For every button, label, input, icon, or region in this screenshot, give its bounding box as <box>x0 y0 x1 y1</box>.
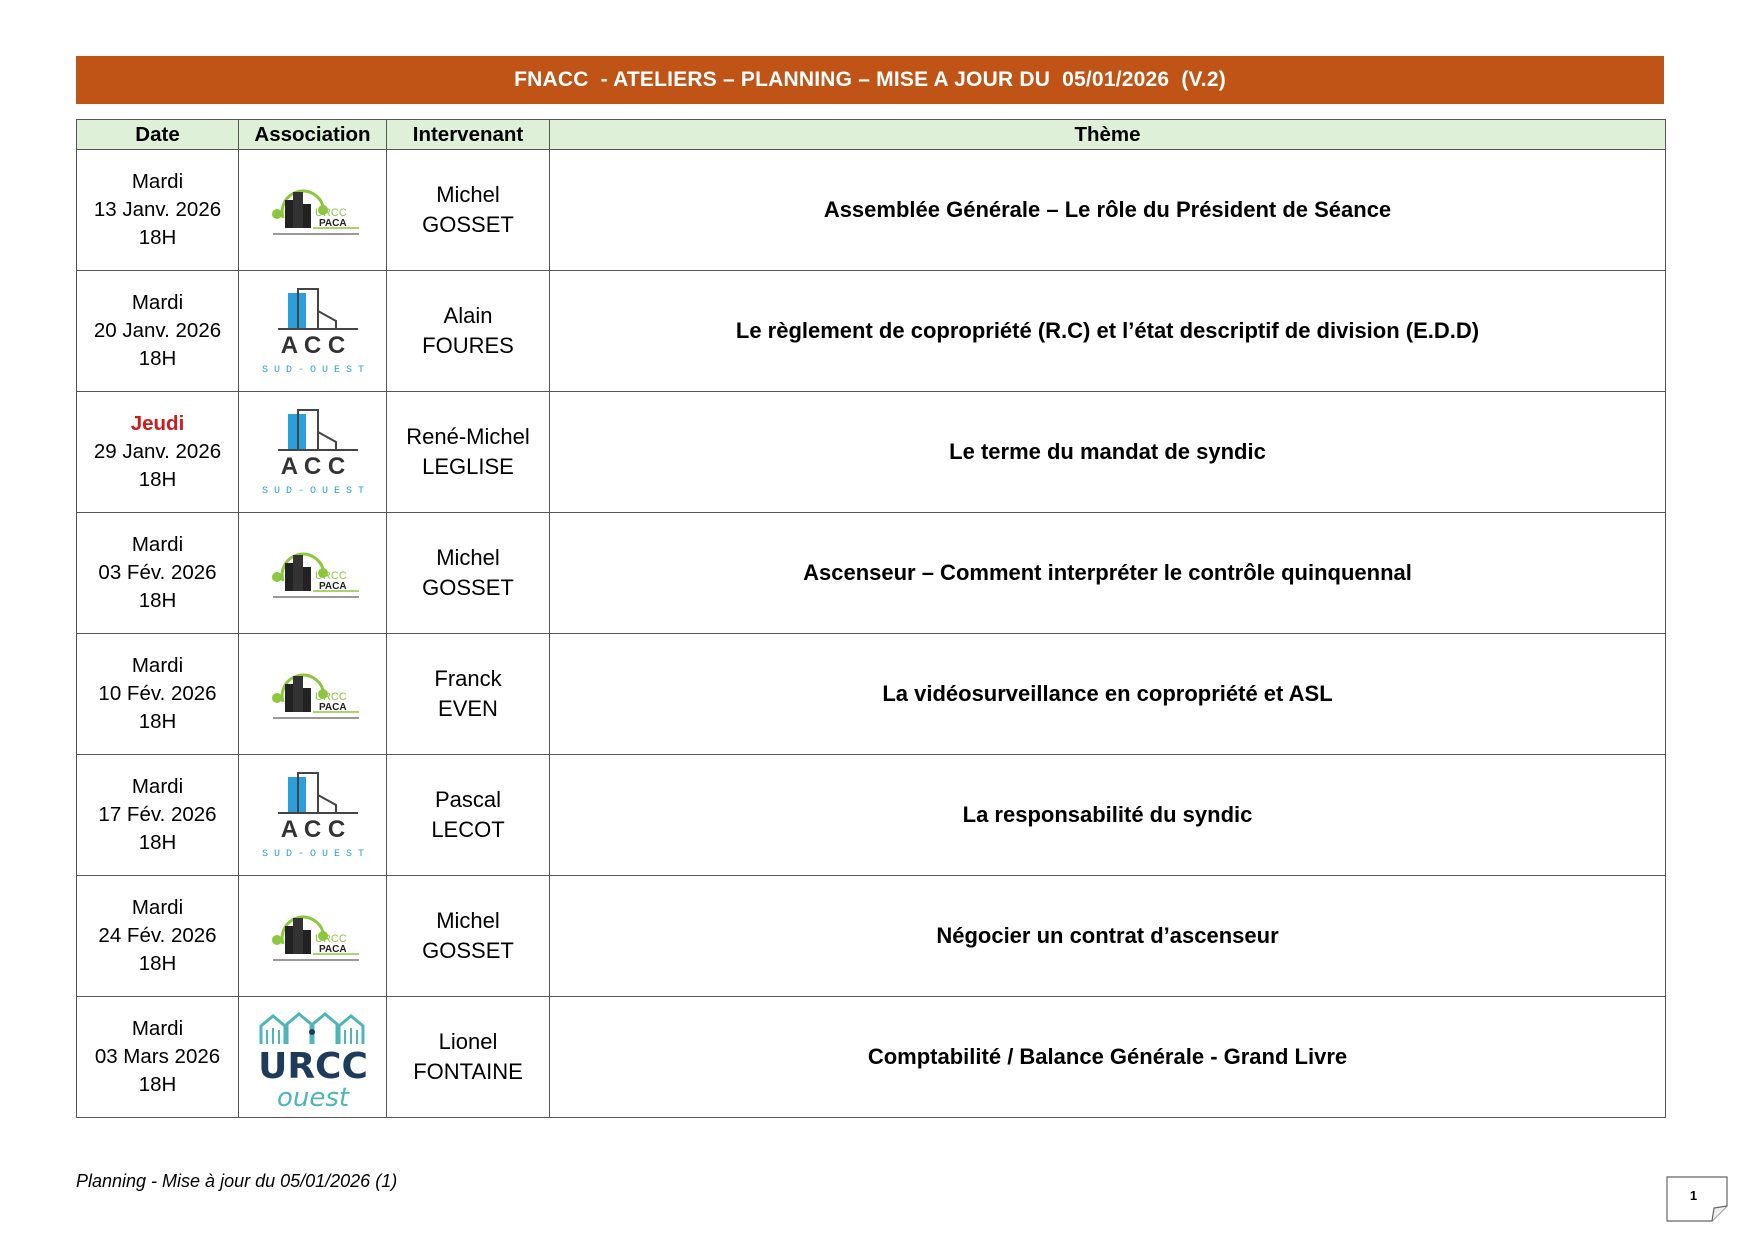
day-label: Mardi <box>131 533 184 556</box>
speaker-cell <box>387 392 550 513</box>
association-cell <box>239 150 387 271</box>
speaker-cell <box>387 876 550 997</box>
col-header-theme: Thème <box>550 120 1666 150</box>
association-cell <box>239 513 387 634</box>
urcc-paca-logo <box>239 150 386 270</box>
table-row <box>77 271 1666 392</box>
theme-cell: Comptabilité / Balance Générale - Grand Livre <box>550 997 1666 1118</box>
speaker-last-name: LECOT <box>431 817 505 842</box>
speaker-last-name: FONTAINE <box>413 1059 523 1084</box>
day-label: Mardi <box>131 291 184 314</box>
date-cell <box>77 876 239 997</box>
time-label: 18H <box>138 347 177 370</box>
day-label: Mardi <box>131 775 184 798</box>
speaker-first-name: Franck <box>434 666 502 691</box>
svg-text:A C C: A C C <box>280 332 345 359</box>
time-label: 18H <box>138 468 177 491</box>
date-cell <box>77 755 239 876</box>
date-label: 10 Fév. 2026 <box>98 682 217 705</box>
time-label: 18H <box>138 589 177 612</box>
time-label: 18H <box>138 831 177 854</box>
association-cell <box>239 997 387 1118</box>
date-label: 24 Fév. 2026 <box>98 924 217 947</box>
document-title: FNACC - ATELIERS – PLANNING – MISE A JOUR DU 05/01/2026 (V.2) <box>76 56 1664 104</box>
date-label: 03 Mars 2026 <box>94 1045 221 1068</box>
speaker-last-name: LEGLISE <box>422 454 514 479</box>
day-label: Jeudi <box>130 412 185 435</box>
date-cell <box>77 513 239 634</box>
urcc-paca-logo <box>239 513 386 633</box>
table-row <box>77 876 1666 997</box>
speaker-first-name: Michel <box>436 545 500 570</box>
theme-cell: Négocier un contrat d’ascenseur <box>550 876 1666 997</box>
speaker-last-name: GOSSET <box>422 212 514 237</box>
speaker-cell <box>387 150 550 271</box>
acc-sud-ouest-logo <box>239 271 386 391</box>
svg-text:A C C: A C C <box>280 453 345 480</box>
table-row <box>77 997 1666 1118</box>
svg-text:URCC: URCC <box>314 570 347 582</box>
day-label: Mardi <box>131 1017 184 1040</box>
table-row <box>77 513 1666 634</box>
speaker-cell <box>387 271 550 392</box>
table-row <box>77 392 1666 513</box>
date-cell <box>77 150 239 271</box>
day-label: Mardi <box>131 896 184 919</box>
speaker-first-name: Michel <box>436 182 500 207</box>
association-cell <box>239 755 387 876</box>
col-header-intervenant: Intervenant <box>387 120 550 150</box>
association-cell <box>239 392 387 513</box>
urcc-paca-logo <box>239 876 386 996</box>
svg-text:PACA: PACA <box>318 702 347 713</box>
svg-text:S U D - O U E S T: S U D - O U E S T <box>261 849 364 860</box>
date-cell <box>77 271 239 392</box>
time-label: 18H <box>138 226 177 249</box>
day-label: Mardi <box>131 170 184 193</box>
planning-table <box>76 119 1666 1118</box>
theme-cell: Ascenseur – Comment interpréter le contrôle quinquennal <box>550 513 1666 634</box>
association-cell <box>239 271 387 392</box>
association-cell <box>239 634 387 755</box>
theme-cell: La responsabilité du syndic <box>550 755 1666 876</box>
svg-text:URCC: URCC <box>314 691 347 703</box>
acc-sud-ouest-logo <box>239 755 386 875</box>
date-cell <box>77 634 239 755</box>
table-row <box>77 755 1666 876</box>
date-label: 17 Fév. 2026 <box>98 803 217 826</box>
speaker-cell <box>387 755 550 876</box>
day-label: Mardi <box>131 654 184 677</box>
speaker-first-name: Pascal <box>434 787 502 812</box>
date-cell <box>77 997 239 1118</box>
urcc-ouest-logo <box>239 997 386 1117</box>
speaker-first-name: Alain <box>443 303 493 328</box>
svg-text:URCC: URCC <box>314 207 347 219</box>
speaker-cell <box>387 634 550 755</box>
svg-text:S U D - O U E S T: S U D - O U E S T <box>261 365 364 376</box>
date-label: 20 Janv. 2026 <box>93 319 222 342</box>
svg-text:PACA: PACA <box>318 218 347 229</box>
date-label: 13 Janv. 2026 <box>93 198 222 221</box>
theme-cell: Le règlement de copropriété (R.C) et l’état descriptif de division (E.D.D) <box>550 271 1666 392</box>
date-label: 29 Janv. 2026 <box>93 440 222 463</box>
theme-cell: Le terme du mandat de syndic <box>550 392 1666 513</box>
svg-text:PACA: PACA <box>318 581 347 592</box>
date-label: 03 Fév. 2026 <box>98 561 217 584</box>
table-row <box>77 634 1666 755</box>
speaker-cell <box>387 997 550 1118</box>
speaker-last-name: FOURES <box>422 333 514 358</box>
speaker-last-name: GOSSET <box>422 575 514 600</box>
page-number-box <box>1666 1176 1726 1220</box>
acc-sud-ouest-logo <box>239 392 386 512</box>
svg-text:PACA: PACA <box>318 944 347 955</box>
svg-text:URCC: URCC <box>314 933 347 945</box>
time-label: 18H <box>138 952 177 975</box>
theme-cell: Assemblée Générale – Le rôle du Président de Séance <box>550 150 1666 271</box>
table-row <box>77 150 1666 271</box>
svg-text:A C C: A C C <box>280 816 345 843</box>
time-label: 18H <box>138 710 177 733</box>
table-header-row <box>77 120 1666 150</box>
col-header-association: Association <box>239 120 387 150</box>
time-label: 18H <box>138 1073 177 1096</box>
speaker-first-name: Michel <box>436 908 500 933</box>
col-header-date: Date <box>77 120 239 150</box>
speaker-cell <box>387 513 550 634</box>
svg-text:S U D - O U E S T: S U D - O U E S T <box>261 486 364 497</box>
speaker-last-name: GOSSET <box>422 938 514 963</box>
page-number: 1 <box>1689 1188 1698 1203</box>
svg-text:ouest: ouest <box>276 1083 349 1112</box>
svg-text:URCC: URCC <box>257 1046 368 1087</box>
theme-cell: La vidéosurveillance en copropriété et ASL <box>550 634 1666 755</box>
association-cell <box>239 876 387 997</box>
speaker-last-name: EVEN <box>438 696 498 721</box>
speaker-first-name: René-Michel <box>406 424 530 449</box>
footer-note: Planning - Mise à jour du 05/01/2026 (1) <box>76 1171 398 1191</box>
date-cell <box>77 392 239 513</box>
speaker-first-name: Lionel <box>438 1029 498 1054</box>
urcc-paca-logo <box>239 634 386 754</box>
